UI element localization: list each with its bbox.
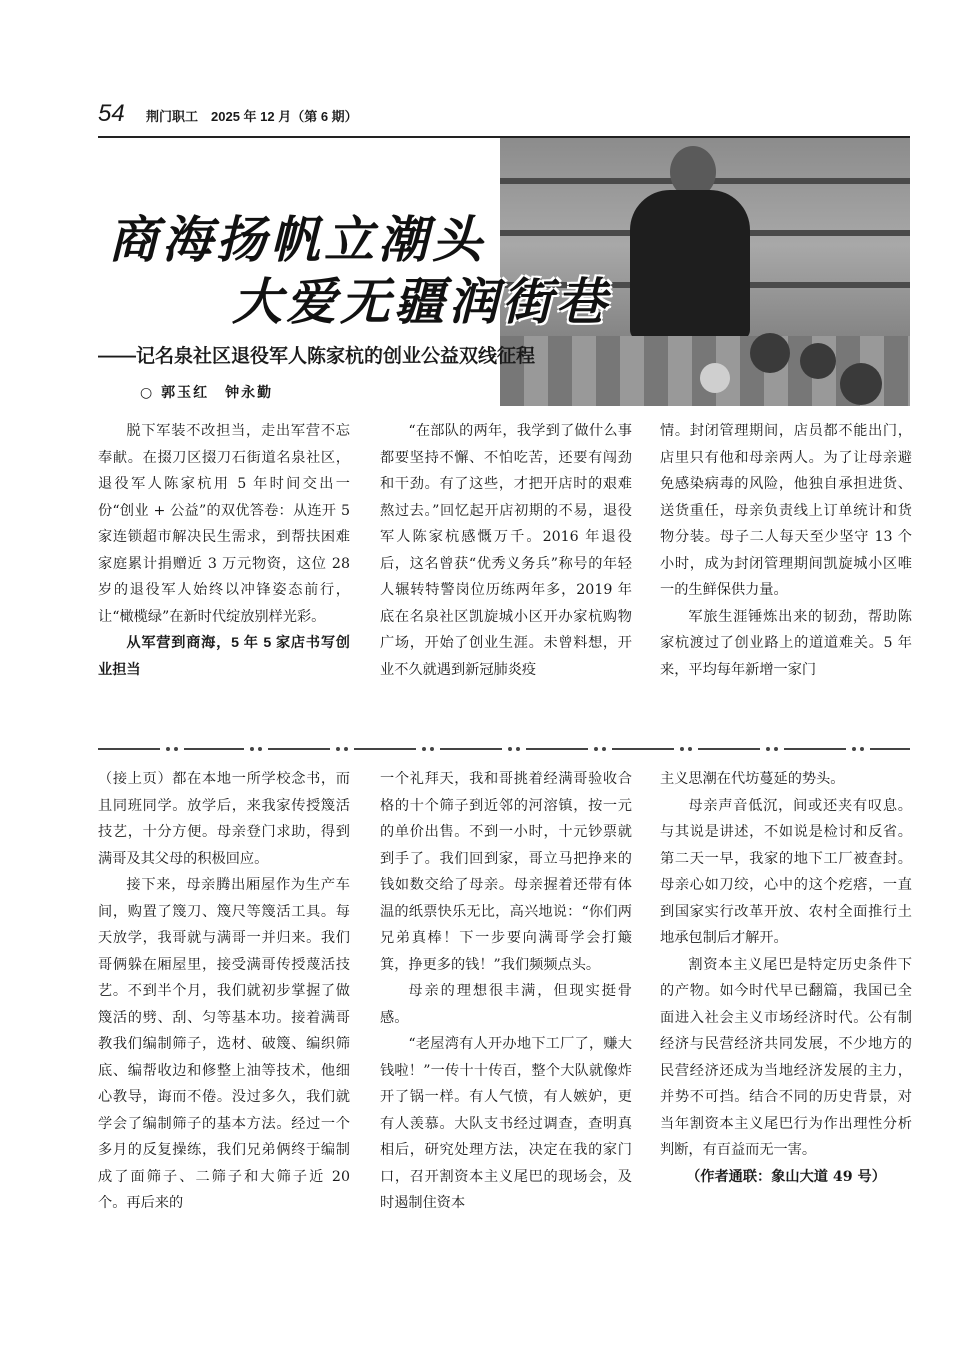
paragraph: “在部队的两年，我学到了做什么事都要坚持不懈、不怕吃苦，还要有闯劲和干劲。有了这些，才把开店时的艰难熬过去。”回忆起开店初期的不易，退役军人陈家杭感慨万千。2016 年退役后，这名曾获“优秀义务兵”称号的年轻人辗转特警岗位历练两年多，2019 年底在名泉社区凯旋城小区开办家杭购物广场，开始了创业生涯。未曾料想，开业不久就遇到新冠肺炎疫 [380,423,632,678]
page-number: 54 [98,100,125,127]
section-divider [98,745,910,753]
author-address: （作者通联：象山大道 49 号） [686,1168,886,1185]
paragraph: “老屋湾有人开办地下工厂了，赚大钱啦！”一传十十传百，整个大队就像炸开了锅一样。有人气愤，有人嫉妒，更有人羡慕。大队支书经过调查，查明真相后，研究处理方法，决定在我的家门口，召开割资本主义尾巴的现场会，及时遏制住资本 [380,1036,632,1211]
title-line-2: 大爱无疆润街巷 [232,272,610,331]
page-header [98,100,910,134]
paragraph: 情。封闭管理期间，店员都不能出门，店里只有他和母亲两人。为了让母亲避免感染病毒的风险，他独自承担进货、送货重任，母亲负责线上订单统计和货物分装。母子二人每天至少坚守 13 个小时，成为封闭管理期间凯旋城小区唯一的生鲜保供力量。 [660,423,912,598]
continued-column-1 [98,766,350,1217]
article-column-1 [98,418,350,683]
paragraph: （接上页）都在本地一所学校念书，而且同班同学。放学后，来我家传授篾活技艺，十分方便。母亲登门求助，得到满哥及其父母的积极回应。 [98,771,350,867]
continued-column-3 [660,766,912,1190]
paragraph: 一个礼拜天，我和哥挑着经满哥验收合格的十个筛子到近邻的河溶镇，按一元的单价出售。不到一小时，十元钞票就到手了。我们回到家，哥立马把挣来的钱如数交给了母亲。母亲握着还带有体温的纸票快乐无比，高兴地说：“你们两兄弟真棒！下一步要向满哥学会打簸箕，挣更多的钱！”我们频频点头。 [380,771,632,973]
article-subtitle: ——记名泉社区退役军人陈家杭的创业公益双线征程 [98,346,536,367]
continued-column-2 [380,766,632,1217]
title-line-1: 商海扬帆立潮头 [108,210,486,269]
paragraph: 脱下军装不改担当，走出军营不忘奉献。在掇刀区掇刀石街道名泉社区，退役军人陈家杭用 5 年时间交出一份“创业 + 公益”的双优答卷：从连开 5 家连锁超市解决民生需求，到帮扶困难家庭累计捐赠近 3 万元物资，这位 28 岁的退役军人始终以冲锋姿态前行，让“橄榄绿”在新时代绽放别样光彩。 [98,423,350,625]
paragraph: 接下来，母亲腾出厢屋作为生产车间，购置了篾刀、篾尺等篾活工具。每天放学，我哥就与满哥一并归来。我们哥俩躲在厢屋里，接受满哥传授蔑活技艺。不到半个月，我们就初步掌握了做篾活的劈、刮、匀等基本功。接着满哥教我们编制筛子，选材、破篾、编织筛底、编帮收边和修整上油等技术，他细心教导，诲而不倦。没过多久，我们就学会了编制筛子的基本方法。经过一个多月的反复操练，我们兄弟俩终于编制成了面筛子、二筛子和大筛子近 20 个。再后来的 [98,877,350,1211]
paragraph: 母亲声音低沉，间或还夹有叹息。与其说是讲述，不如说是检讨和反省。第二天一早，我家的地下工厂被查封。母亲心如刀绞，心中的这个疙瘩，一直到国家实行改革开放、农村全面推行土地承包制后才解开。 [660,797,912,946]
byline: ○ 郭玉红 钟永勤 [140,385,274,401]
section-subhead: 从军营到商海，5 年 5 家店书写创业担当 [98,635,350,678]
article-column-2 [380,418,632,683]
paragraph: 主义思潮在代坊蔓延的势头。 [660,771,845,787]
paragraph: 割资本主义尾巴是特定历史条件下的产物。如今时代早已翻篇，我国已全面进入社会主义市场经济时代。公有制经济与民营经济共同发展，不少地方的民营经济还成为当地经济发展的主力，并势不可挡。结合不同的历史背景，对当年割资本主义尾巴行为作出理性分析判断，有百益而无一害。 [660,956,912,1158]
publication-info: 荆门职工 2025 年 12 月（第 6 期） [146,109,358,124]
article-column-3 [660,418,912,683]
paragraph: 母亲的理想很丰满，但现实挺骨感。 [380,983,632,1026]
paragraph: 军旅生涯锤炼出来的韧劲，帮助陈家杭渡过了创业路上的道道难关。5 年来，平均每年新增一家门 [660,608,912,678]
